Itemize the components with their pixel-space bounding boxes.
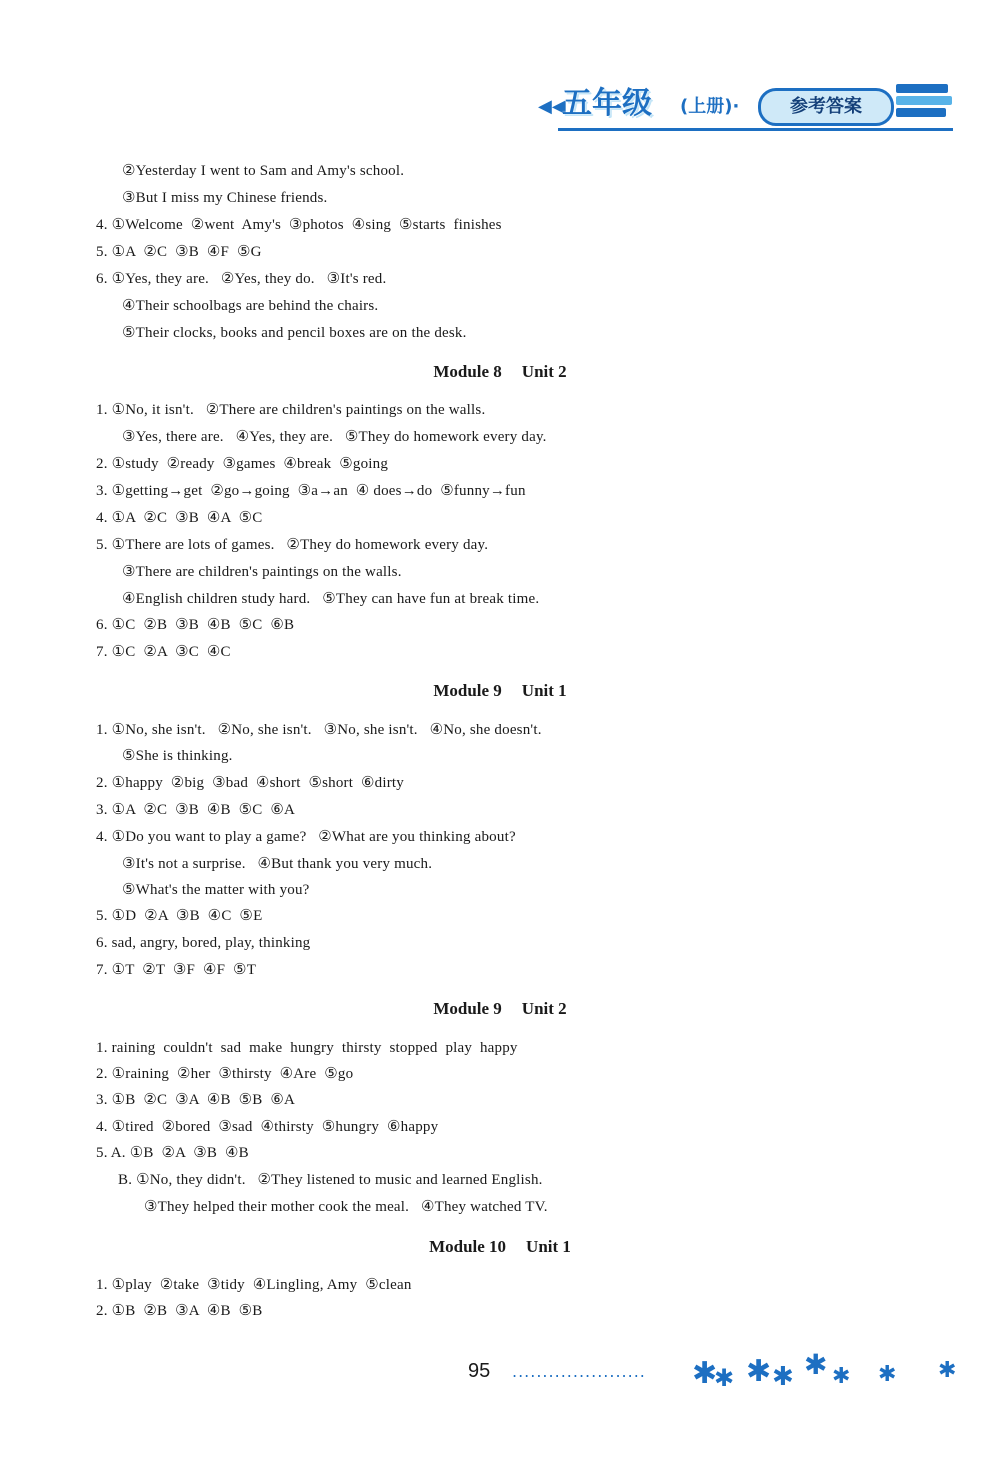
answer-line: 5. ①A ②C ③B ④F ⑤G	[96, 244, 262, 260]
answer-line: 4. ①A ②C ③B ④A ⑤C	[96, 510, 263, 526]
answer-line: 6. sad, angry, bored, play, thinking	[96, 935, 311, 951]
answer-line: 4. ①Do you want to play a game? ②What are you thinking about?	[96, 829, 516, 845]
grade-label: 五年级	[562, 86, 652, 121]
answer-key-label: 参考答案	[758, 88, 894, 126]
double-left-arrow-icon: ◀◀	[538, 96, 566, 117]
answer-line: 4. ①Welcome ②went Amy's ③photos ④sing ⑤starts finishes	[96, 217, 502, 233]
answer-line: ④English children study hard. ⑤They can have fun at break time.	[122, 591, 540, 607]
answer-line: 2. ①study ②ready ③games ④break ⑤going	[96, 456, 389, 472]
footer-dotted-rule: ......................	[512, 1362, 646, 1381]
stacked-books-icon	[896, 84, 952, 128]
answer-line: 6. ①C ②B ③B ④B ⑤C ⑥B	[96, 617, 295, 633]
answer-line: 7. ①T ②T ③F ④F ⑤T	[96, 962, 257, 978]
section-heading: Module 9 Unit 1	[433, 681, 567, 700]
answer-line: ③But I miss my Chinese friends.	[122, 190, 328, 206]
blue-stars-decoration-icon: ✱ ✱ ✱ ✱ ✱ ✱ ✱ ✱	[692, 1348, 957, 1392]
answer-line: ②Yesterday I went to Sam and Amy's school.	[122, 163, 405, 179]
answer-line: 1. ①play ②take ③tidy ④Lingling, Amy ⑤clean	[96, 1277, 412, 1293]
answer-line: 1. raining couldn't sad make hungry thirsty stopped play happy	[96, 1040, 518, 1056]
answer-line: 6. ①Yes, they are. ②Yes, they do. ③It's red.	[96, 271, 387, 287]
answer-line: ③It's not a surprise. ④But thank you very much.	[122, 856, 433, 872]
answer-line: ③They helped their mother cook the meal. ④They watched TV.	[144, 1199, 548, 1215]
answer-line: 5. ①There are lots of games. ②They do homework every day.	[96, 537, 489, 553]
answer-line: 4. ①tired ②bored ③sad ④thirsty ⑤hungry ⑥happy	[96, 1119, 439, 1135]
answer-line: 2. ①B ②B ③A ④B ⑤B	[96, 1303, 263, 1319]
answer-line: B. ①No, they didn't. ②They listened to music and learned English.	[118, 1172, 543, 1188]
answer-line: 3. ①A ②C ③B ④B ⑤C ⑥A	[96, 802, 296, 818]
answer-line: 1. ①No, she isn't. ②No, she isn't. ③No, she isn't. ④No, she doesn't.	[96, 722, 542, 738]
answer-line: 5. A. ①B ②A ③B ④B	[96, 1145, 249, 1161]
page-number: 95	[468, 1360, 491, 1382]
header-badge	[538, 80, 958, 140]
answer-line: ④Their schoolbags are behind the chairs.	[122, 298, 379, 314]
answer-line: 2. ①raining ②her ③thirsty ④Are ⑤go	[96, 1066, 354, 1082]
answer-line: ⑤What's the matter with you?	[122, 882, 310, 898]
section-heading: Module 8 Unit 2	[433, 362, 567, 381]
answer-line: 1. ①No, it isn't. ②There are children's paintings on the walls.	[96, 402, 486, 418]
answer-line: ③There are children's paintings on the walls.	[122, 564, 402, 580]
header-rule	[558, 128, 953, 131]
section-heading: Module 9 Unit 2	[433, 999, 567, 1018]
answer-line: 2. ①happy ②big ③bad ④short ⑤short ⑥dirty	[96, 775, 404, 791]
volume-label: (上册)·	[680, 96, 740, 117]
answer-line: 3. ①B ②C ③A ④B ⑤B ⑥A	[96, 1092, 296, 1108]
answer-line: 7. ①C ②A ③C ④C	[96, 644, 231, 660]
answer-line: ⑤She is thinking.	[122, 748, 233, 764]
section-heading: Module 10 Unit 1	[429, 1237, 571, 1256]
answer-line: ③Yes, there are. ④Yes, they are. ⑤They do homework every day.	[122, 429, 547, 445]
answer-line: ⑤Their clocks, books and pencil boxes are on the desk.	[122, 325, 467, 341]
answer-line: 5. ①D ②A ③B ④C ⑤E	[96, 908, 263, 924]
answer-line: 3. ①getting→get ②go→going ③a→an ④ does→do ⑤funny→fun	[96, 483, 526, 499]
